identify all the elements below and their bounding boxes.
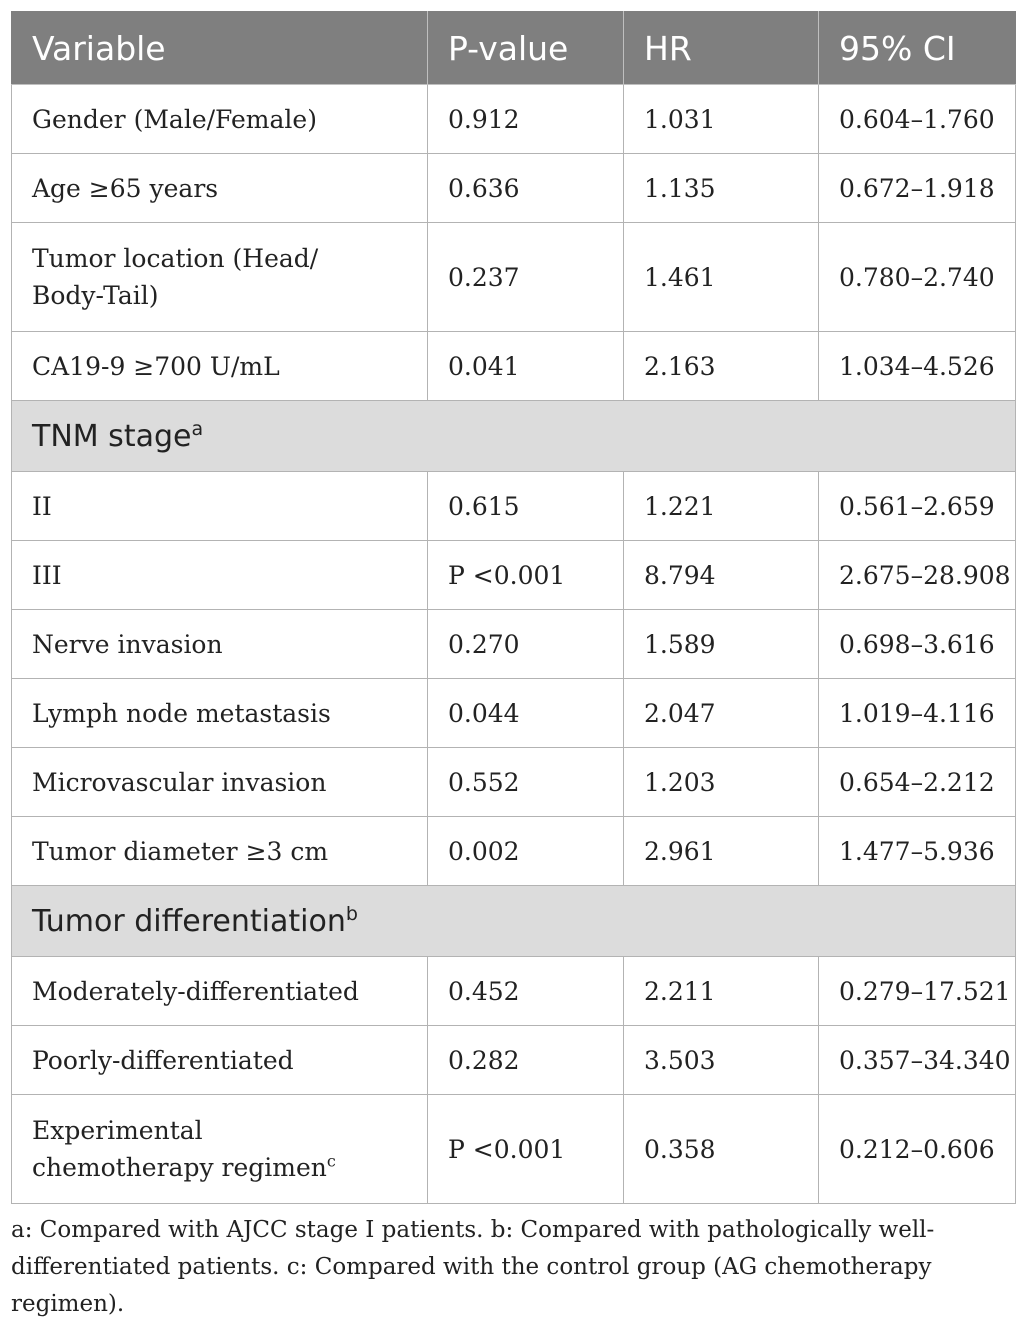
cell-hr: 3.503	[624, 1026, 819, 1095]
cell-hr: 8.794	[624, 541, 819, 610]
table-header-row	[12, 12, 1016, 85]
cell-variable: Tumor diameter ≥3 cm	[12, 817, 428, 886]
table-row	[12, 85, 1016, 154]
section-row-tnm-stage	[12, 401, 1016, 472]
table-row	[12, 472, 1016, 541]
cell-p-value: 0.041	[428, 332, 624, 401]
footnote-marker: b	[345, 902, 358, 925]
table-row	[12, 541, 1016, 610]
table-row	[12, 1026, 1016, 1095]
cell-p-value: 0.270	[428, 610, 624, 679]
table-row	[12, 610, 1016, 679]
cell-hr: 2.047	[624, 679, 819, 748]
cell-variable: III	[12, 541, 428, 610]
cell-p-value: P <0.001	[428, 1095, 624, 1204]
footnote-marker: a	[191, 417, 204, 440]
results-table-container	[11, 11, 1015, 1204]
table-row	[12, 957, 1016, 1026]
cell-ci: 0.654–2.212	[819, 748, 1016, 817]
cell-hr: 2.961	[624, 817, 819, 886]
cell-variable: Age ≥65 years	[12, 154, 428, 223]
cell-p-value: 0.552	[428, 748, 624, 817]
cell-p-value: 0.237	[428, 223, 624, 332]
table-row	[12, 817, 1016, 886]
cell-variable: II	[12, 472, 428, 541]
cell-hr: 1.221	[624, 472, 819, 541]
cell-ci: 0.561–2.659	[819, 472, 1016, 541]
cell-ci: 1.477–5.936	[819, 817, 1016, 886]
cell-p-value: 0.002	[428, 817, 624, 886]
header-ci: 95% CI	[819, 12, 1016, 85]
cell-variable-line1: Experimental	[32, 1116, 203, 1145]
cell-p-value: 0.912	[428, 85, 624, 154]
hazard-ratio-table	[11, 11, 1016, 1204]
section-label	[12, 886, 1016, 957]
cell-ci: 1.019–4.116	[819, 679, 1016, 748]
cell-p-value: 0.282	[428, 1026, 624, 1095]
cell-variable: Moderately-differentiated	[12, 957, 428, 1026]
cell-hr: 1.589	[624, 610, 819, 679]
header-p-value: P-value	[428, 12, 624, 85]
cell-p-value: 0.636	[428, 154, 624, 223]
section-label	[12, 401, 1016, 472]
cell-variable-line2: chemotherapy regimen	[32, 1153, 327, 1182]
header-hr: HR	[624, 12, 819, 85]
cell-ci: 0.279–17.521	[819, 957, 1016, 1026]
cell-variable: Poorly-differentiated	[12, 1026, 428, 1095]
cell-ci: 0.780–2.740	[819, 223, 1016, 332]
cell-variable-line1: Tumor location (Head/	[32, 244, 319, 273]
cell-hr: 1.461	[624, 223, 819, 332]
cell-p-value: P <0.001	[428, 541, 624, 610]
cell-hr: 1.135	[624, 154, 819, 223]
cell-hr: 2.211	[624, 957, 819, 1026]
table-row	[12, 1095, 1016, 1204]
table-footnote: a: Compared with AJCC stage I patients. b: Compared with pathologically well-differentiated patients. c: Compared with the control group (AG chemotherapy regimen).	[11, 1217, 935, 1317]
table-row	[12, 679, 1016, 748]
section-title: Tumor differentiation	[32, 903, 346, 939]
cell-ci: 1.034–4.526	[819, 332, 1016, 401]
section-row-tumor-differentiation	[12, 886, 1016, 957]
cell-ci: 0.698–3.616	[819, 610, 1016, 679]
table-row	[12, 748, 1016, 817]
table-row	[12, 223, 1016, 332]
cell-ci: 0.604–1.760	[819, 85, 1016, 154]
cell-variable	[12, 223, 428, 332]
cell-variable: Lymph node metastasis	[12, 679, 428, 748]
cell-ci: 0.212–0.606	[819, 1095, 1016, 1204]
table-row	[12, 332, 1016, 401]
table-row	[12, 154, 1016, 223]
cell-p-value: 0.044	[428, 679, 624, 748]
cell-ci: 0.672–1.918	[819, 154, 1016, 223]
section-title: TNM stage	[32, 418, 192, 454]
cell-variable: Microvascular invasion	[12, 748, 428, 817]
cell-hr: 0.358	[624, 1095, 819, 1204]
header-variable: Variable	[12, 12, 428, 85]
cell-p-value: 0.452	[428, 957, 624, 1026]
cell-variable: Gender (Male/Female)	[12, 85, 428, 154]
cell-ci: 0.357–34.340	[819, 1026, 1016, 1095]
cell-hr: 1.203	[624, 748, 819, 817]
cell-variable: CA19-9 ≥700 U/mL	[12, 332, 428, 401]
cell-hr: 1.031	[624, 85, 819, 154]
cell-p-value: 0.615	[428, 472, 624, 541]
cell-ci: 2.675–28.908	[819, 541, 1016, 610]
cell-variable: Nerve invasion	[12, 610, 428, 679]
footnote-marker: c	[326, 1151, 336, 1171]
cell-variable	[12, 1095, 428, 1204]
cell-hr: 2.163	[624, 332, 819, 401]
cell-variable-line2: Body-Tail)	[32, 281, 159, 310]
